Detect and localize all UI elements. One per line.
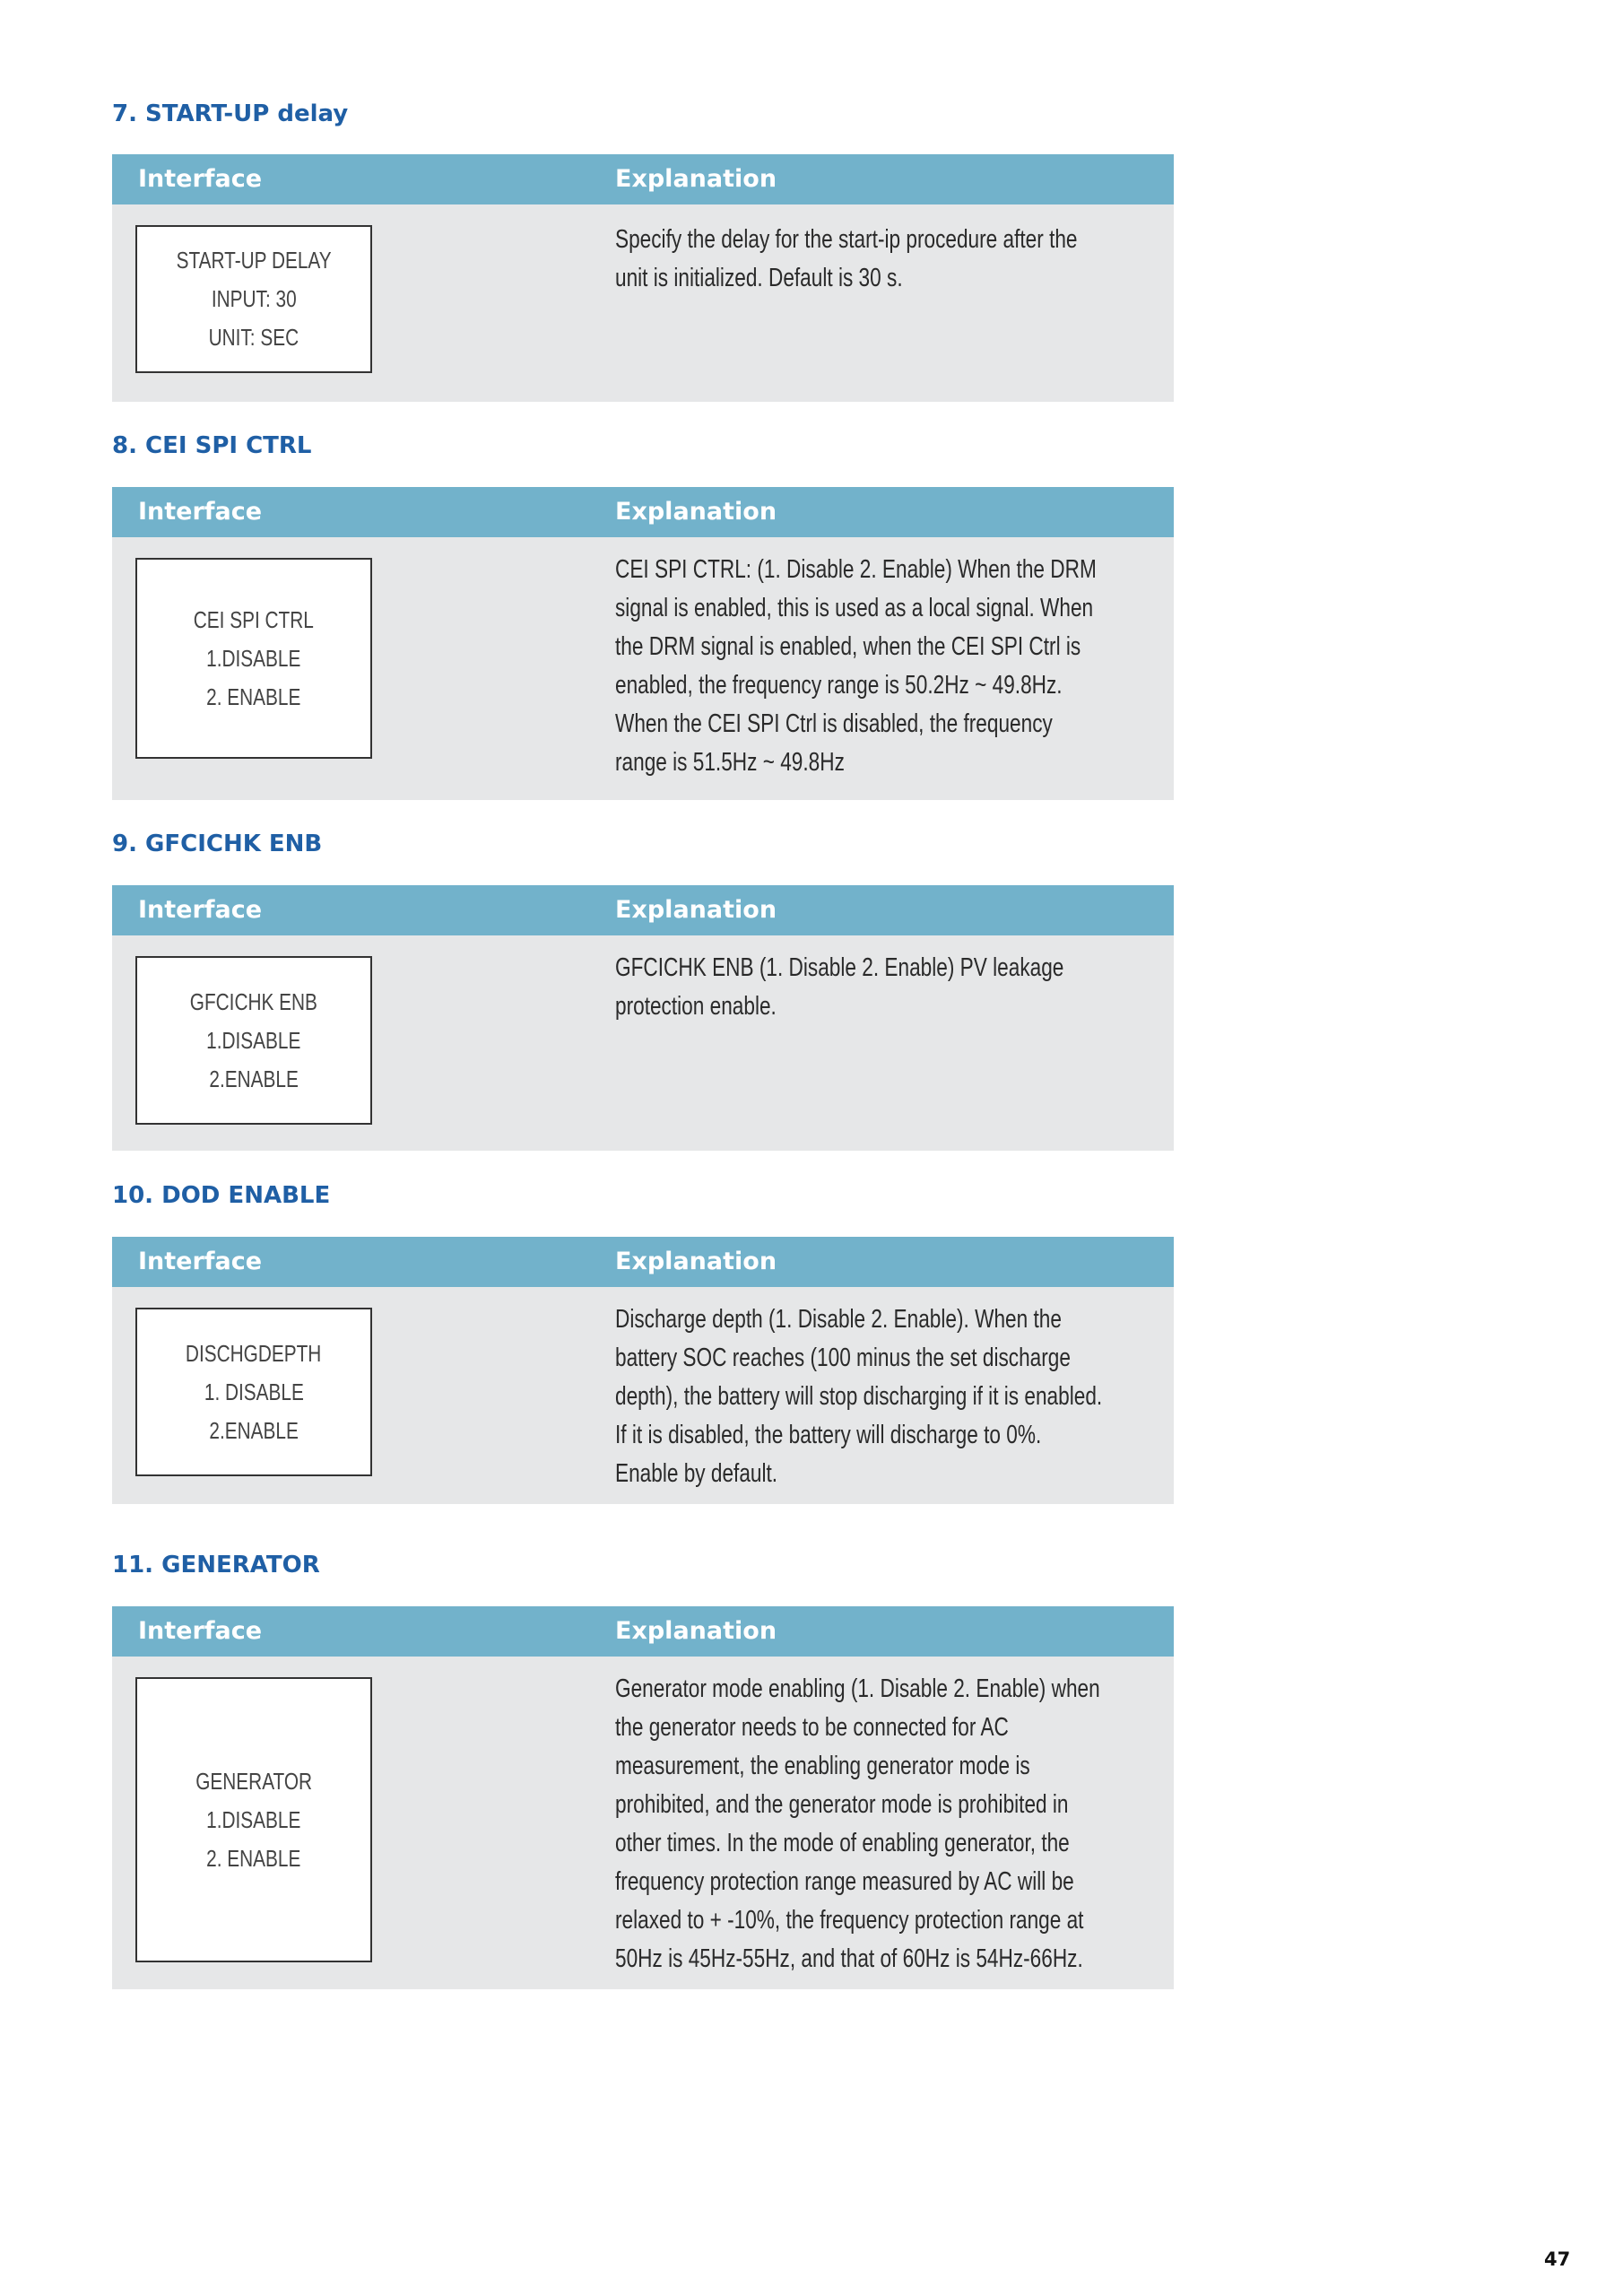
table-header [112,1606,1174,1657]
table-body [112,1657,1174,1989]
screen-line: 2. ENABLE [206,683,301,710]
lcd-screen-display [135,558,372,759]
screen-line: GFCICHK ENB [189,987,318,1015]
table-header [112,1237,1174,1287]
table-body [112,537,1174,800]
screen-line: 2. ENABLE [206,1844,301,1872]
section-title: 7. START-UP delay [112,100,349,127]
screen-line: 1. DISABLE [204,1378,304,1405]
explanation-text: CEI SPI CTRL: (1. Disable 2. Enable) When the DRM signal is enabled, this is used as a local signal. When the DRM signal is enabled, when the CEI SPI Ctrl is enabled, the frequency range is 50.2Hz ~ 49.8Hz. When the CEI SPI Ctrl is disabled, the frequency range is 51.5Hz ~ 49.8Hz [615,555,1097,777]
page-number: 47 [1544,2248,1571,2270]
screen-line: GENERATOR [195,1767,312,1795]
explanation-column-header: Explanation [615,165,777,193]
screen-line: START-UP DELAY [176,247,332,274]
section-title: 10. DOD ENABLE [112,1182,331,1209]
interface-column-header: Interface [138,1617,263,1645]
lcd-screen-display [135,1677,372,1962]
screen-line: CEI SPI CTRL [193,605,315,633]
interface-column-header: Interface [138,896,263,924]
explanation-column-header: Explanation [615,1617,777,1645]
screen-line: DISCHGDEPTH [186,1339,322,1367]
screen-line: 1.DISABLE [206,644,301,672]
explanation-column-header: Explanation [615,896,777,924]
explanation-text: GFCICHK ENB (1. Disable 2. Enable) PV leakage protection enable. [615,953,1064,1021]
explanation-text: Discharge depth (1. Disable 2. Enable). When the battery SOC reaches (100 minus the set discharge depth), the battery will stop discharging if it is enabled. If it is disabled, the battery will discharge to 0%. Enable by default. [615,1305,1103,1488]
screen-line: 2.ENABLE [209,1416,299,1444]
lcd-screen-display [135,1308,372,1476]
table-header [112,487,1174,537]
interface-column-header: Interface [138,498,263,526]
explanation-text: Specify the delay for the start-ip procedure after the unit is initialized. Default is 30 s. [615,225,1078,292]
screen-line: 2.ENABLE [209,1065,299,1092]
explanation-column-header: Explanation [615,498,777,526]
table-header [112,885,1174,935]
lcd-screen-display [135,225,372,373]
interface-column-header: Interface [138,165,263,193]
section-title: 8. CEI SPI CTRL [112,432,312,459]
screen-line: UNIT: SEC [208,324,299,351]
screen-line: 1.DISABLE [206,1026,301,1054]
section-title: 9. GFCICHK ENB [112,831,323,857]
explanation-column-header: Explanation [615,1248,777,1275]
table-body [112,935,1174,1151]
table-body [112,1287,1174,1504]
section-title: 11. GENERATOR [112,1552,320,1578]
table-body [112,204,1174,402]
table-header [112,154,1174,204]
lcd-screen-display [135,956,372,1125]
explanation-text: Generator mode enabling (1. Disable 2. Enable) when the generator needs to be connected for AC measurement, the enabling generator mode is prohibited, and the generator mode is prohibited in other times. In the mode of enabling generator, the frequency protection range measured by AC will be relaxed to + -10%, the frequency protection range at 50Hz is 45Hz-55Hz, and that of 60Hz is 54Hz-66Hz. [615,1674,1100,1973]
interface-column-header: Interface [138,1248,263,1275]
screen-line: INPUT: 30 [211,285,297,312]
screen-line: 1.DISABLE [206,1805,301,1833]
